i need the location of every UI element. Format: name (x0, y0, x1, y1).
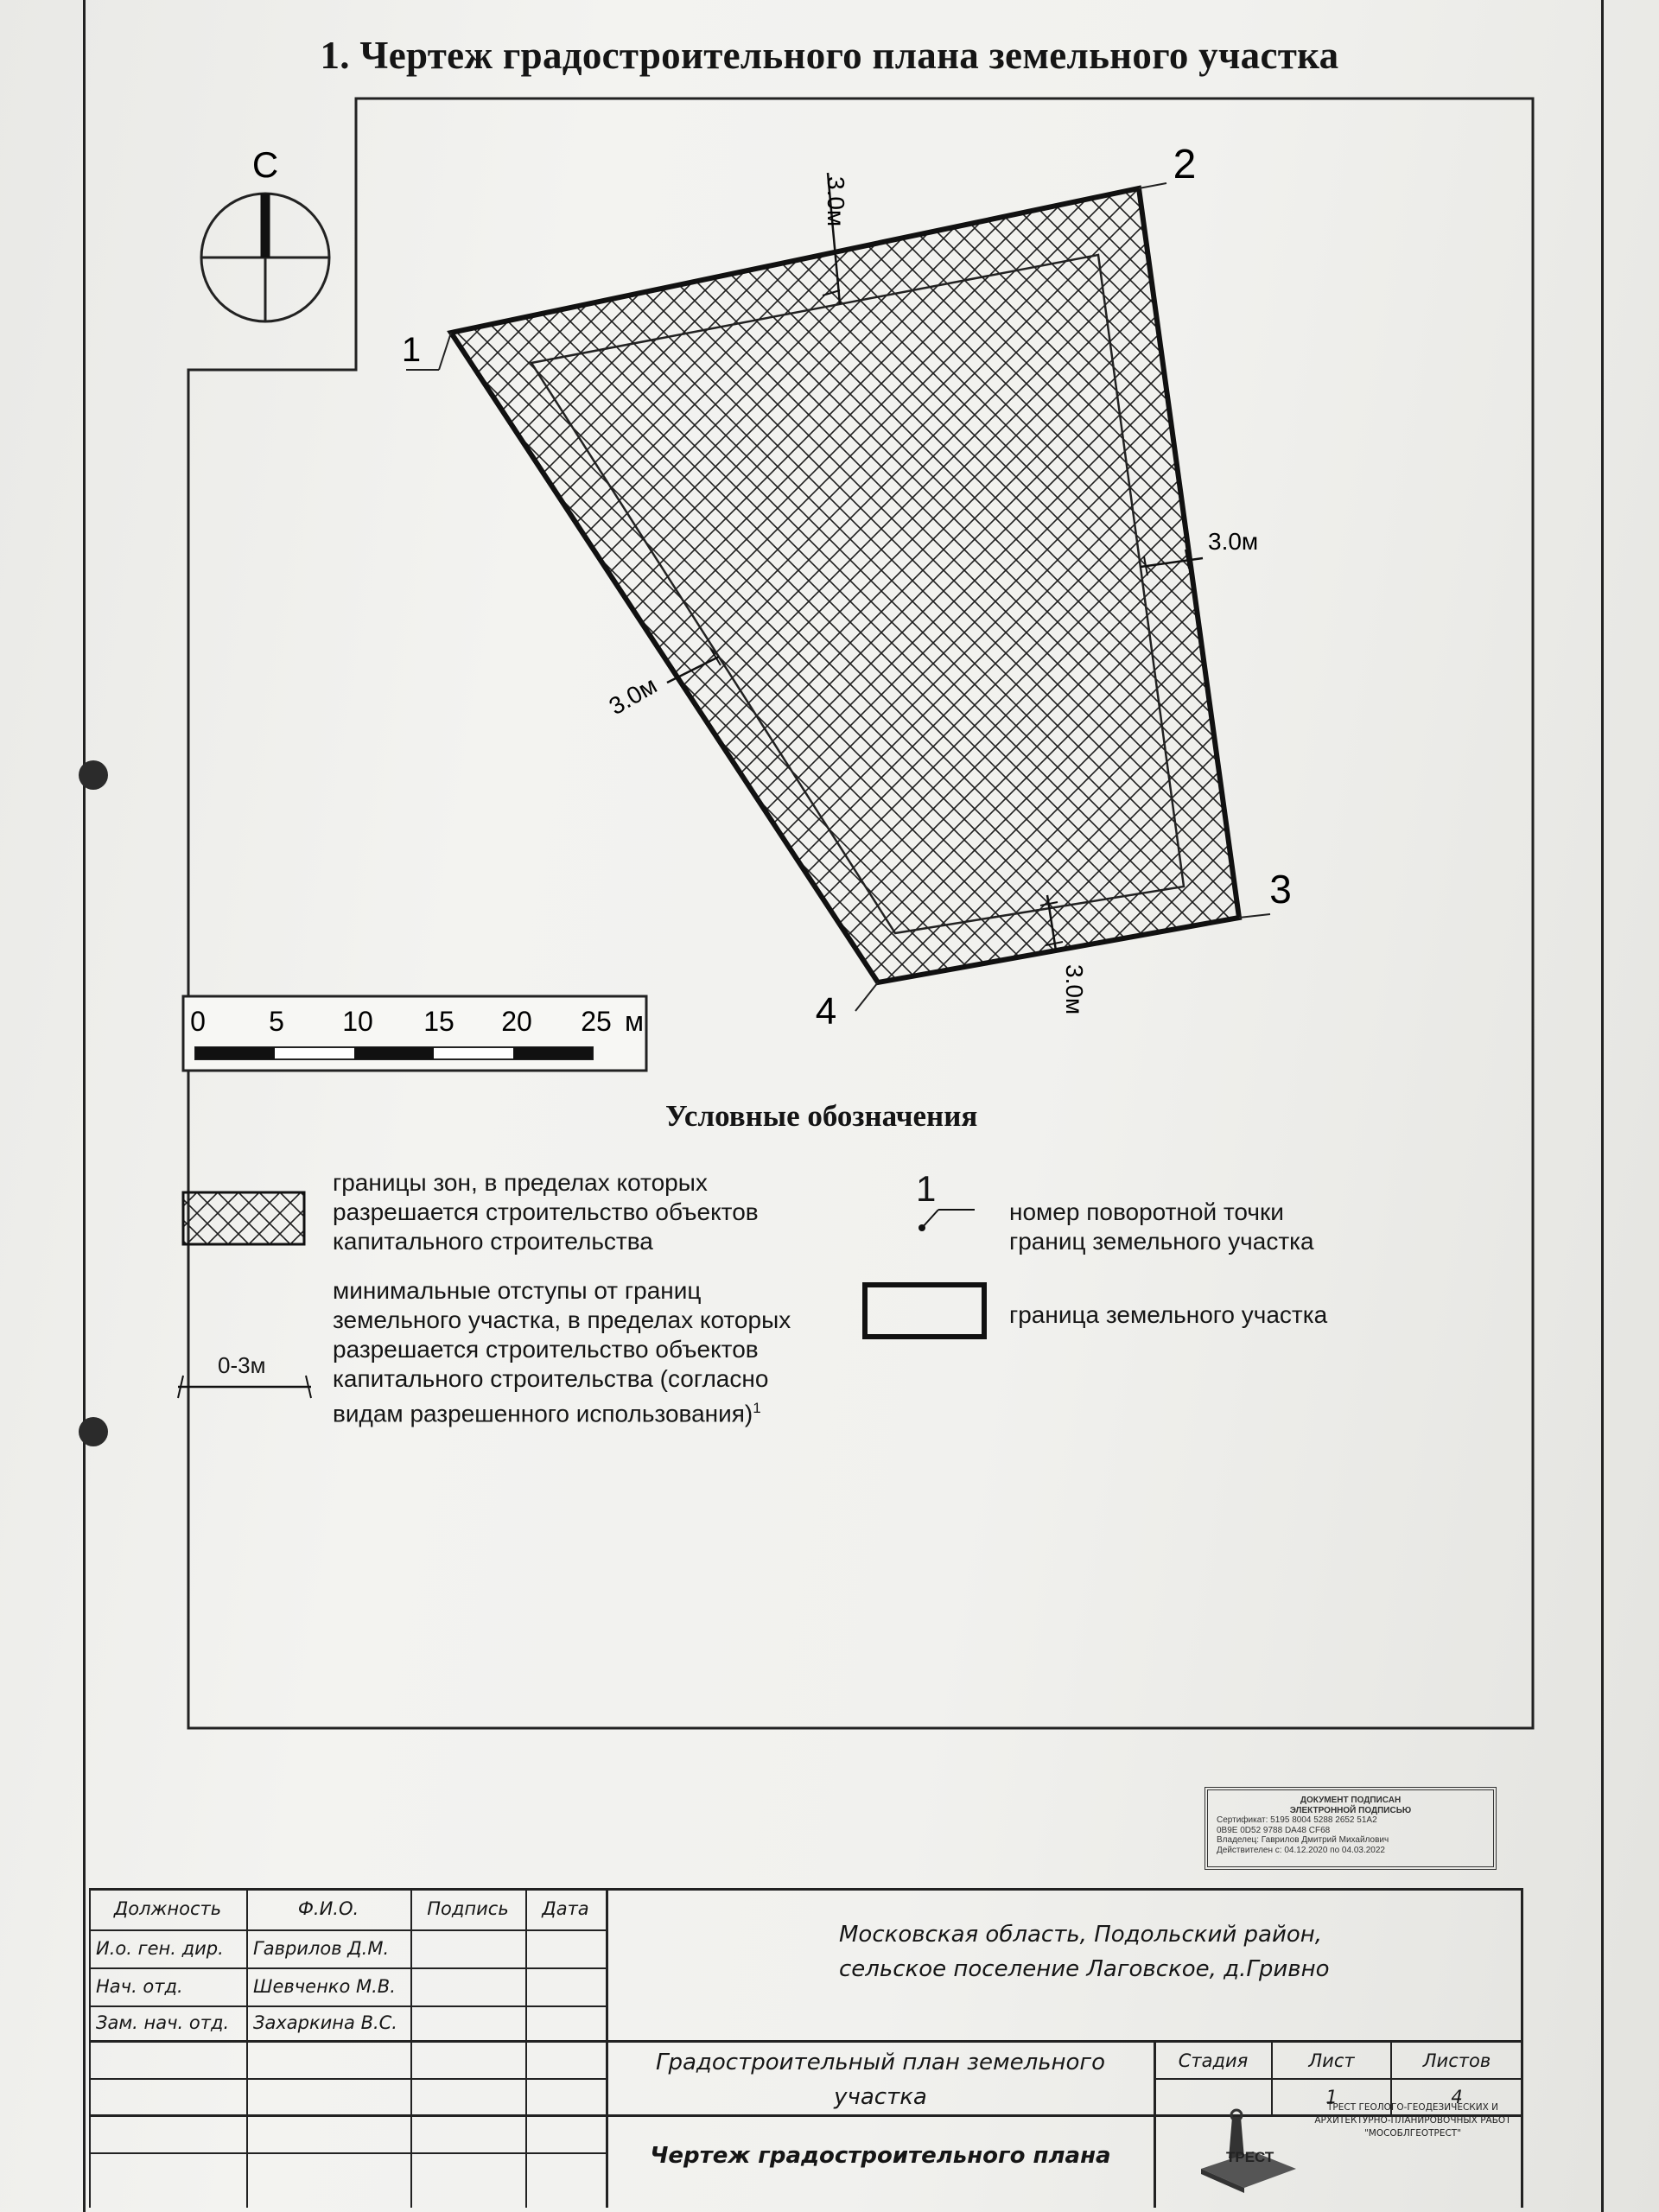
org-brand: ТРЕСТ (1226, 2149, 1274, 2165)
legend-hatch-text: границы зон, в пределах которых разрешается строительство объектов капитального строительства (333, 1169, 759, 1255)
scale-unit: м (625, 1006, 644, 1037)
row-name-1: Гаврилов Д.М. (253, 1938, 390, 1959)
stage-label: Стадия (1178, 2050, 1249, 2071)
legend-point-text: номер поворотной точки границ земельного участка (1009, 1198, 1314, 1255)
scale-tick-0: 0 (190, 1006, 206, 1037)
legend-title: Условные обозначения (665, 1099, 978, 1133)
sheets-label: Листов (1422, 2050, 1491, 2071)
drawing-title: Чертеж градостроительного плана (650, 2143, 1111, 2169)
legend-setback-text (333, 1276, 817, 1428)
stamp-owner: Владелец: Гаврилов Дмитрий Михайлович (1217, 1835, 1389, 1845)
sheets-value: 4 (1451, 2087, 1463, 2107)
legend-boundary-swatch (865, 1285, 984, 1337)
row-position-3: Зам. нач. отд. (96, 2012, 230, 2033)
scale-tick-5: 5 (269, 1006, 284, 1037)
legend-hatch-swatch (183, 1192, 304, 1244)
scale-tick-25: 25 (581, 1006, 612, 1037)
legend-setback-body: минимальные отступы от границ земельного участка, в пределах которых разрешается строительство объектов капитального строительства (согласно видам разрешенного использования) (333, 1277, 791, 1427)
point-label-3: 3 (1269, 867, 1292, 912)
sheet-label: Лист (1308, 2050, 1355, 2071)
row-position-2: Нач. отд. (96, 1976, 183, 1997)
header-name: Ф.И.О. (297, 1898, 359, 1919)
doc-name-line2: участка (834, 2084, 927, 2110)
legend-setback-label: 0-3м (218, 1352, 266, 1378)
setback-label-top: 3.0м (823, 176, 849, 227)
turning-point-3 (1239, 867, 1292, 918)
point-label-1: 1 (401, 331, 422, 369)
legend-point-symbol (918, 1210, 975, 1231)
setback-label-left: 3.0м (604, 671, 662, 721)
scale-bar (183, 996, 646, 1071)
scale-tick-20: 20 (501, 1006, 532, 1037)
org-name: ТРЕСТ ГЕОЛОГО-ГЕОДЕЗИЧЕСКИХ И АРХИТЕКТУРНО-ПЛАНИРОВОЧНЫХ РАБОТ "МОСОБЛГЕОТРЕСТ" (1314, 2102, 1511, 2139)
scale-tick-15: 15 (423, 1006, 454, 1037)
stamp-cert2: 0В9Е 0D52 9788 DA48 CF68 (1217, 1825, 1331, 1835)
setback-label-right: 3.0м (1208, 528, 1259, 555)
location-line2: сельское поселение Лаговское, д.Гривно (839, 1956, 1330, 1982)
point-label-2: 2 (1173, 142, 1197, 188)
turning-point-2 (1139, 142, 1196, 188)
stamp-line1: ДОКУМЕНТ ПОДПИСАН (1300, 1796, 1402, 1805)
sheet-value: 1 (1325, 2087, 1338, 2107)
setback-label-bottom: 3.0м (1061, 964, 1088, 1015)
stamp-valid: Действителен с: 04.12.2020 по 04.03.2022 (1217, 1845, 1385, 1855)
doc-name-line1: Градостроительный план земельного (656, 2050, 1105, 2075)
stamp-cert: Сертификат: 5195 8004 5288 2652 51А2 (1217, 1815, 1377, 1825)
page-title: 1. Чертеж градостроительного плана земельного участка (320, 34, 1339, 77)
row-name-3: Захаркина В.С. (253, 2012, 397, 2033)
stamp-line2: ЭЛЕКТРОННОЙ ПОДПИСЬЮ (1289, 1805, 1412, 1815)
north-compass (201, 144, 329, 321)
row-name-2: Шевченко М.В. (253, 1976, 396, 1997)
scale-tick-10: 10 (342, 1006, 373, 1037)
legend-point-number: 1 (916, 1168, 937, 1209)
compass-north-letter: С (251, 144, 279, 185)
header-signature: Подпись (427, 1898, 509, 1919)
point-label-4: 4 (815, 990, 837, 1033)
legend-footnote-mark: 1 (753, 1400, 761, 1416)
e-signature-stamp (1205, 1787, 1497, 1870)
location-line1: Московская область, Подольский район, (839, 1922, 1323, 1948)
header-date: Дата (542, 1898, 589, 1919)
turning-point-1 (402, 331, 451, 370)
legend-boundary-text: граница земельного участка (1009, 1301, 1328, 1328)
row-position-1: И.о. ген. дир. (96, 1938, 224, 1959)
header-position: Должность (113, 1898, 222, 1919)
turning-point-4 (816, 982, 878, 1033)
